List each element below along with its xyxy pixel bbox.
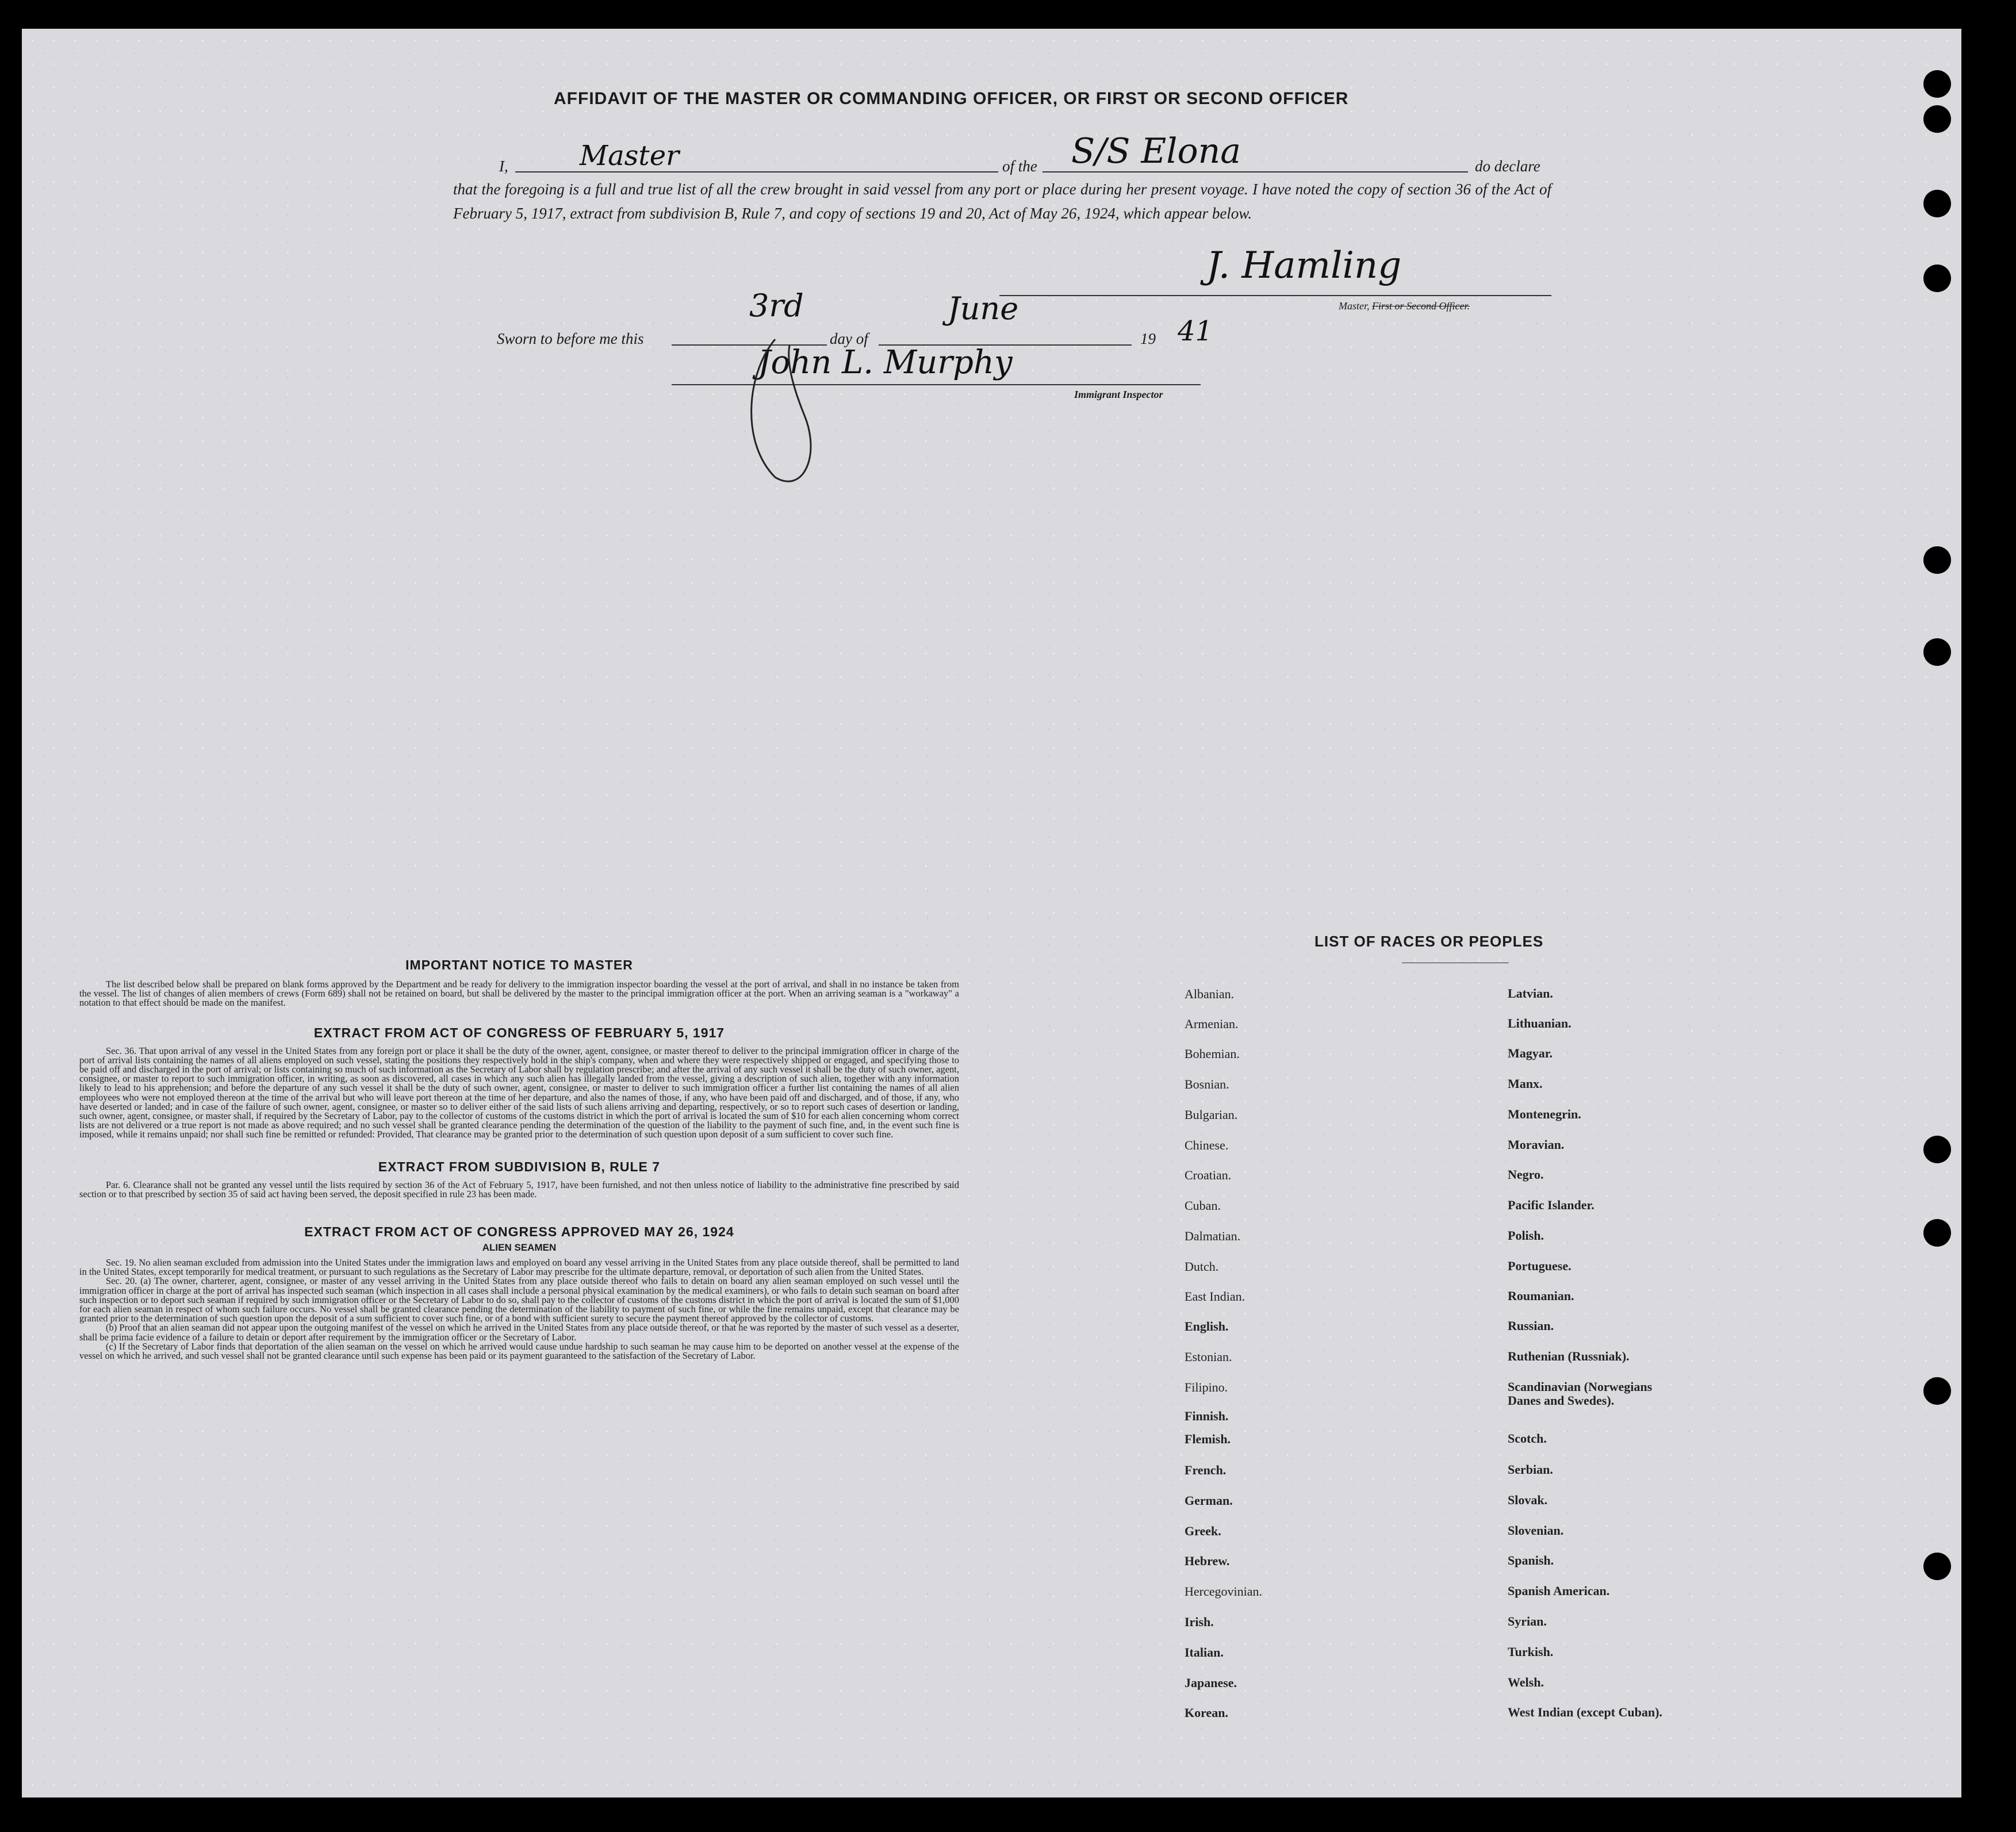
master-signature: J. Hamling: [1206, 244, 1402, 287]
race-item-left: Finnish.: [1185, 1409, 1229, 1423]
race-item-left: Albanian.: [1185, 987, 1235, 1001]
race-item-left: English.: [1185, 1319, 1229, 1333]
inspector-caption: Immigrant Inspector: [1074, 389, 1163, 400]
race-item-right: Slovenian.: [1508, 1523, 1564, 1538]
extract-1924-subheading: ALIEN SEAMEN: [482, 1242, 557, 1254]
race-item-right: Syrian.: [1508, 1614, 1547, 1628]
binder-hole: [1923, 1553, 1951, 1580]
of-the-label: of the: [1002, 158, 1037, 175]
do-declare-label: do declare: [1475, 158, 1540, 175]
race-item-right: Spanish American.: [1508, 1584, 1610, 1598]
sworn-label: Sworn to before me this: [497, 330, 644, 347]
race-item-right: Turkish.: [1508, 1645, 1554, 1659]
extract-1924-heading: EXTRACT FROM ACT OF CONGRESS APPROVED MAY 26, 1924: [304, 1224, 734, 1240]
sec20a-text: Sec. 20. (a) The owner, charterer, agent, consignee, or master of any vessel arriving in the United States from any place outside thereof who fails to detain on board any alien seaman employed on such vessel until the immigration officer in charge at the port of arrival has inspected such seaman (which inspection in all cases shall include a personal physical examination by the medical examiners), or who fails to detain such seaman on board after such inspection or to deport such seaman if required by such immigration officer or the Secretary of Labor to do so, shall pay to the collector of customs of the customs district in which the port of arrival is located the sum of $1,000 for each alien seaman in respect of whom such failure occurs. No vessel shall be granted clearance pending the determination of the liability to payment of such fine, or while the fine remains unpaid, except that clearance may be granted prior to the determination of such question upon the deposit of a sum sufficient to cover such fine, or of a bond with sufficient surety to secure the payment thereof approved by the collector of customs.: [79, 1275, 959, 1324]
race-item-left: Chinese.: [1185, 1138, 1229, 1152]
race-item-right: Scotch.: [1508, 1431, 1547, 1446]
race-item-right: Roumanian.: [1508, 1289, 1574, 1303]
sec20c-text: (c) If the Secretary of Labor finds that deportation of the alien seaman on the vessel on which he arrived would cause undue hardship to such seaman he may cause him to be deported on another vessel at the expense of the vessel on which he arrived, and such vessel shall not be granted clearance until such expense has been paid or its payment guaranteed to the satisfaction of the Secretary of Labor.: [79, 1340, 959, 1362]
binder-hole: [1923, 1136, 1951, 1163]
race-item-left: Bohemian.: [1185, 1047, 1240, 1061]
day-of-label: day of: [830, 330, 868, 347]
handwritten-month: June: [948, 290, 1019, 327]
sec19-text: Sec. 19. No alien seaman excluded from admission into the United States under the immigration laws and employed on board any vessel arriving in the United States from any place outside thereof, shall be permitted to land in the United States, except temporarily for medical treatment, or pursuant to such regulations as the Secretary of Labor may prescribe for the ultimate departure, removal, or deportation of such alien from the United States.: [79, 1257, 959, 1278]
extract-1917-heading: EXTRACT FROM ACT OF CONGRESS OF FEBRUARY 5, 1917: [313, 1025, 725, 1040]
binder-hole: [1923, 265, 1951, 292]
race-item-left: Japanese.: [1185, 1676, 1237, 1690]
sec20b-text: (b) Proof that an alien seaman did not appear upon the outgoing manifest of the vessel on which he arrived in the United States from any place outside thereof, or that he was reported by the master of such vessel as a deserter, shall be prima facie evidence of a failure to detain or deport after requirement by the immigration officer or the Secretary of Labor.: [79, 1322, 959, 1343]
race-item-right: Negro.: [1508, 1167, 1544, 1182]
race-item-left: Filipino.: [1185, 1380, 1228, 1394]
handwritten-day: 3rd: [749, 288, 804, 324]
binder-hole: [1923, 546, 1951, 574]
race-item-right: Lithuanian.: [1508, 1016, 1572, 1030]
race-item-right: Montenegrin.: [1508, 1107, 1581, 1121]
document-page: [22, 29, 1961, 1797]
race-item-right: Moravian.: [1508, 1137, 1565, 1152]
race-item-left: Hercegovinian.: [1185, 1584, 1262, 1599]
race-item-right: Pacific Islander.: [1508, 1198, 1595, 1212]
race-item-right: Magyar.: [1508, 1046, 1553, 1060]
notice-text: The list described below shall be prepared on blank forms approved by the Department and be ready for delivery to the immigration inspector boarding the vessel at the port of arrival, and shall in no instance be taken from the vessel. The list of changes of alien members of crews (Form 689) shall not be retained on board, but shall be delivered by the master to the principal immigration officer at the port. When an arriving seaman is a "workaway" a notation to that effect should be made on the manifest.: [79, 979, 959, 1009]
race-item-right: Scandinavian (Norwegians Danes and Swedes).: [1508, 1379, 1653, 1408]
race-item-left: Italian.: [1185, 1645, 1224, 1659]
race-item-left: German.: [1185, 1493, 1233, 1508]
struck-caption: First or Second Officer.: [1372, 300, 1470, 312]
master-signature-line: [999, 295, 1551, 296]
race-item-left: Korean.: [1185, 1705, 1228, 1720]
binder-hole: [1923, 1219, 1951, 1247]
affidavit-i-label: I,: [499, 158, 508, 175]
race-item-right: West Indian (except Cuban).: [1508, 1705, 1662, 1719]
rule7-heading: EXTRACT FROM SUBDIVISION B, RULE 7: [378, 1159, 661, 1174]
race-item-left: French.: [1185, 1463, 1227, 1477]
race-item-right: Spanish.: [1508, 1553, 1554, 1567]
race-item-right: Latvian.: [1508, 986, 1553, 1001]
signature-flourish: [735, 328, 884, 495]
inspector-signature: John L. Murphy: [758, 344, 1013, 381]
races-heading: LIST OF RACES OR PEOPLES: [1314, 933, 1544, 950]
notices-column: [79, 957, 959, 1360]
race-item-left: Bosnian.: [1185, 1077, 1229, 1091]
handwritten-vessel: S/S Elona: [1071, 131, 1241, 171]
race-item-left: Dalmatian.: [1185, 1229, 1241, 1243]
race-item-left: Croatian.: [1185, 1168, 1232, 1182]
notice-heading: IMPORTANT NOTICE TO MASTER: [405, 957, 633, 972]
binder-hole: [1923, 70, 1951, 98]
handwritten-year: 41: [1178, 315, 1213, 347]
binder-hole: [1923, 1377, 1951, 1405]
rule7-text: Par. 6. Clearance shall not be granted any vessel until the lists required by section 36 of the Act of February 5, 1917, have been furnished, and not then unless notice of liability to the administrative fine prescribed by said section or to that prescribed by section 35 of said act having been served, the deposit specified in rule 23 has been made.: [79, 1179, 959, 1199]
binder-hole: [1923, 190, 1951, 217]
race-item-left: Dutch.: [1185, 1259, 1219, 1274]
handwritten-rank: Master: [580, 140, 680, 172]
race-item-left: Estonian.: [1185, 1350, 1232, 1364]
race-item-right: Polish.: [1508, 1228, 1544, 1243]
binder-hole: [1923, 105, 1951, 133]
race-item-left: Irish.: [1185, 1615, 1214, 1629]
race-item-right: Ruthenian (Russniak).: [1508, 1349, 1630, 1363]
race-item-left: Hebrew.: [1185, 1554, 1230, 1568]
race-item-right: Manx.: [1508, 1076, 1543, 1091]
race-item-right: Portuguese.: [1508, 1259, 1572, 1273]
extract-1917-text: Sec. 36. That upon arrival of any vessel in the United States from any foreign port or place it shall be the duty of the owner, agent, consignee, or master thereof to deliver to the principal immigration officer in charge of the port of arrival lists containing the names of all aliens employed on such vessel, stating the positions they respectively hold in the ship's company, when and where they were respectively shipped or engaged, and specifying those to be paid off and discharged in the port of arrival; or lists containing so much of such information as the Secretary of Labor shall by regulation prescribe; and after the arrival of any such vessel it shall be the duty of such owner, agent, consignee, or master to report to such immigration officer, in writing, as soon as discovered, all cases in which any such alien has illegally landed from the vessel, giving a description of such alien, together with any information likely to lead to his apprehension; and before the departure of any such vessel it shall be the duty of such owner, agent, consignee, or master to deliver to such immigration officer a further list containing the names of all alien employees who were not employed thereon at the time of the arrival but who will leave port thereon at the time of her departure, and also the names of those, if any, who have been paid off and discharged, and of those, if any, who have deserted or landed; and in case of the failure of such owner, agent, consignee, or master so to deliver either of the said lists of such aliens arriving and departing, respectively, or so to report such cases of desertion or landing, such owner, agent, consignee, or master shall, if required by the Secretary of Labor, pay to the collector of customs of the customs district in which the port of arrival is located the sum of $10 for each alien concerning whom correct lists are not delivered or a true report is not made as above required; and no such vessel shall be granted clearance pending the determination of the question of the liability to the payment of such fine, and, in the event such fine is imposed, while it remains unpaid; nor shall such fine be remitted or refunded: Provided, That clearance may be granted prior to the determination of such question upon deposit of a sum sufficient to cover such fine.: [79, 1045, 959, 1140]
affidavit-title: AFFIDAVIT OF THE MASTER OR COMMANDING OFFICER, OR FIRST OR SECOND OFFICER: [554, 89, 1349, 108]
vessel-name-line: [1043, 171, 1468, 173]
race-item-left: Flemish.: [1185, 1432, 1231, 1446]
race-item-left: Cuban.: [1185, 1198, 1221, 1213]
race-item-left: East Indian.: [1185, 1289, 1245, 1304]
race-item-right: Slovak.: [1508, 1493, 1548, 1507]
race-item-right: Serbian.: [1508, 1462, 1553, 1477]
race-item-left: Armenian.: [1185, 1017, 1239, 1031]
race-item-left: Bulgarian.: [1185, 1107, 1238, 1122]
binder-hole: [1923, 638, 1951, 666]
year-prefix: 19: [1140, 330, 1156, 347]
race-item-left: Greek.: [1185, 1524, 1221, 1538]
master-caption: Master, First or Second Officer.: [1339, 300, 1470, 312]
affidavit-body: that the foregoing is a full and true list of all the crew brought in said vessel from any port or place during her present voyage. I have noted the copy of section 36 of the Act of February 5, 1917, extract from subdivision B, Rule 7, and copy of sections 19 and 20, Act of May 26, 1924, which appear below.: [453, 181, 1551, 222]
race-item-right: Welsh.: [1508, 1675, 1544, 1689]
race-item-right: Russian.: [1508, 1319, 1554, 1333]
